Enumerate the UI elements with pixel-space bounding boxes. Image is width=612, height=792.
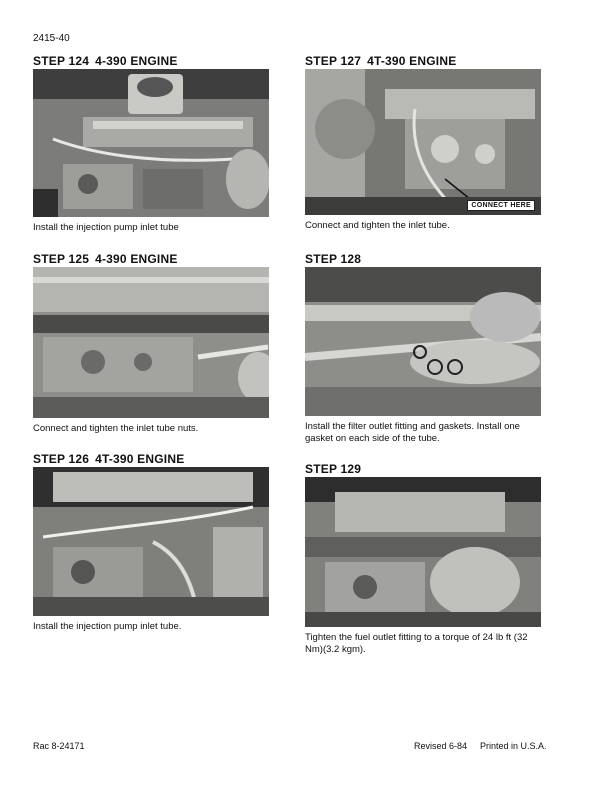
step-126-caption: Install the injection pump inlet tube.: [33, 621, 182, 632]
step-129-caption: Tighten the fuel outlet fitting to a torque of 24 lb ft (32 Nm)(3.2 kgm).: [305, 632, 528, 655]
step-127: [305, 55, 541, 232]
step-127-caption: Connect and tighten the inlet tube.: [305, 220, 450, 231]
footer-doc-id: Rac 8-24171: [33, 741, 85, 751]
step-label: STEP 129: [305, 462, 362, 476]
engine-label: 4-390 ENGINE: [95, 252, 178, 266]
step-129-photo: [305, 477, 541, 627]
footer-revised: Revised 6-84: [414, 741, 468, 751]
page-number: 2415-40: [33, 33, 70, 44]
step-124-photo: [33, 69, 269, 217]
step-125-photo: [33, 267, 269, 418]
footer-printed: Printed in U.S.A.: [480, 741, 547, 751]
step-124-title: [33, 55, 269, 68]
step-129-title: [305, 463, 541, 476]
step-label: STEP 124: [33, 54, 90, 68]
step-128-photo: [305, 267, 541, 416]
step-126-title: [33, 453, 269, 466]
step-125-caption: Connect and tighten the inlet tube nuts.: [33, 423, 199, 434]
step-label: STEP 127: [305, 54, 362, 68]
engine-label: 4T-390 ENGINE: [367, 54, 457, 68]
step-126-photo: [33, 467, 269, 616]
step-125-title: [33, 253, 269, 266]
step-128-title: [305, 253, 541, 266]
engine-label: 4-390 ENGINE: [95, 54, 178, 68]
step-label: STEP 125: [33, 252, 90, 266]
step-127-photo: [305, 69, 541, 215]
step-128: [305, 253, 541, 445]
connect-here-callout: CONNECT HERE: [467, 200, 535, 211]
step-label: STEP 126: [33, 452, 90, 466]
step-129: [305, 463, 541, 656]
step-124-caption: Install the injection pump inlet tube: [33, 222, 179, 233]
step-128-caption: Install the filter outlet fitting and gaskets. Install one gasket on each side of the tube.: [305, 421, 520, 444]
step-127-title: [305, 55, 541, 68]
step-label: STEP 128: [305, 252, 362, 266]
step-126: [33, 453, 269, 633]
engine-label: 4T-390 ENGINE: [95, 452, 185, 466]
step-124: [33, 55, 269, 234]
step-125: [33, 253, 269, 435]
